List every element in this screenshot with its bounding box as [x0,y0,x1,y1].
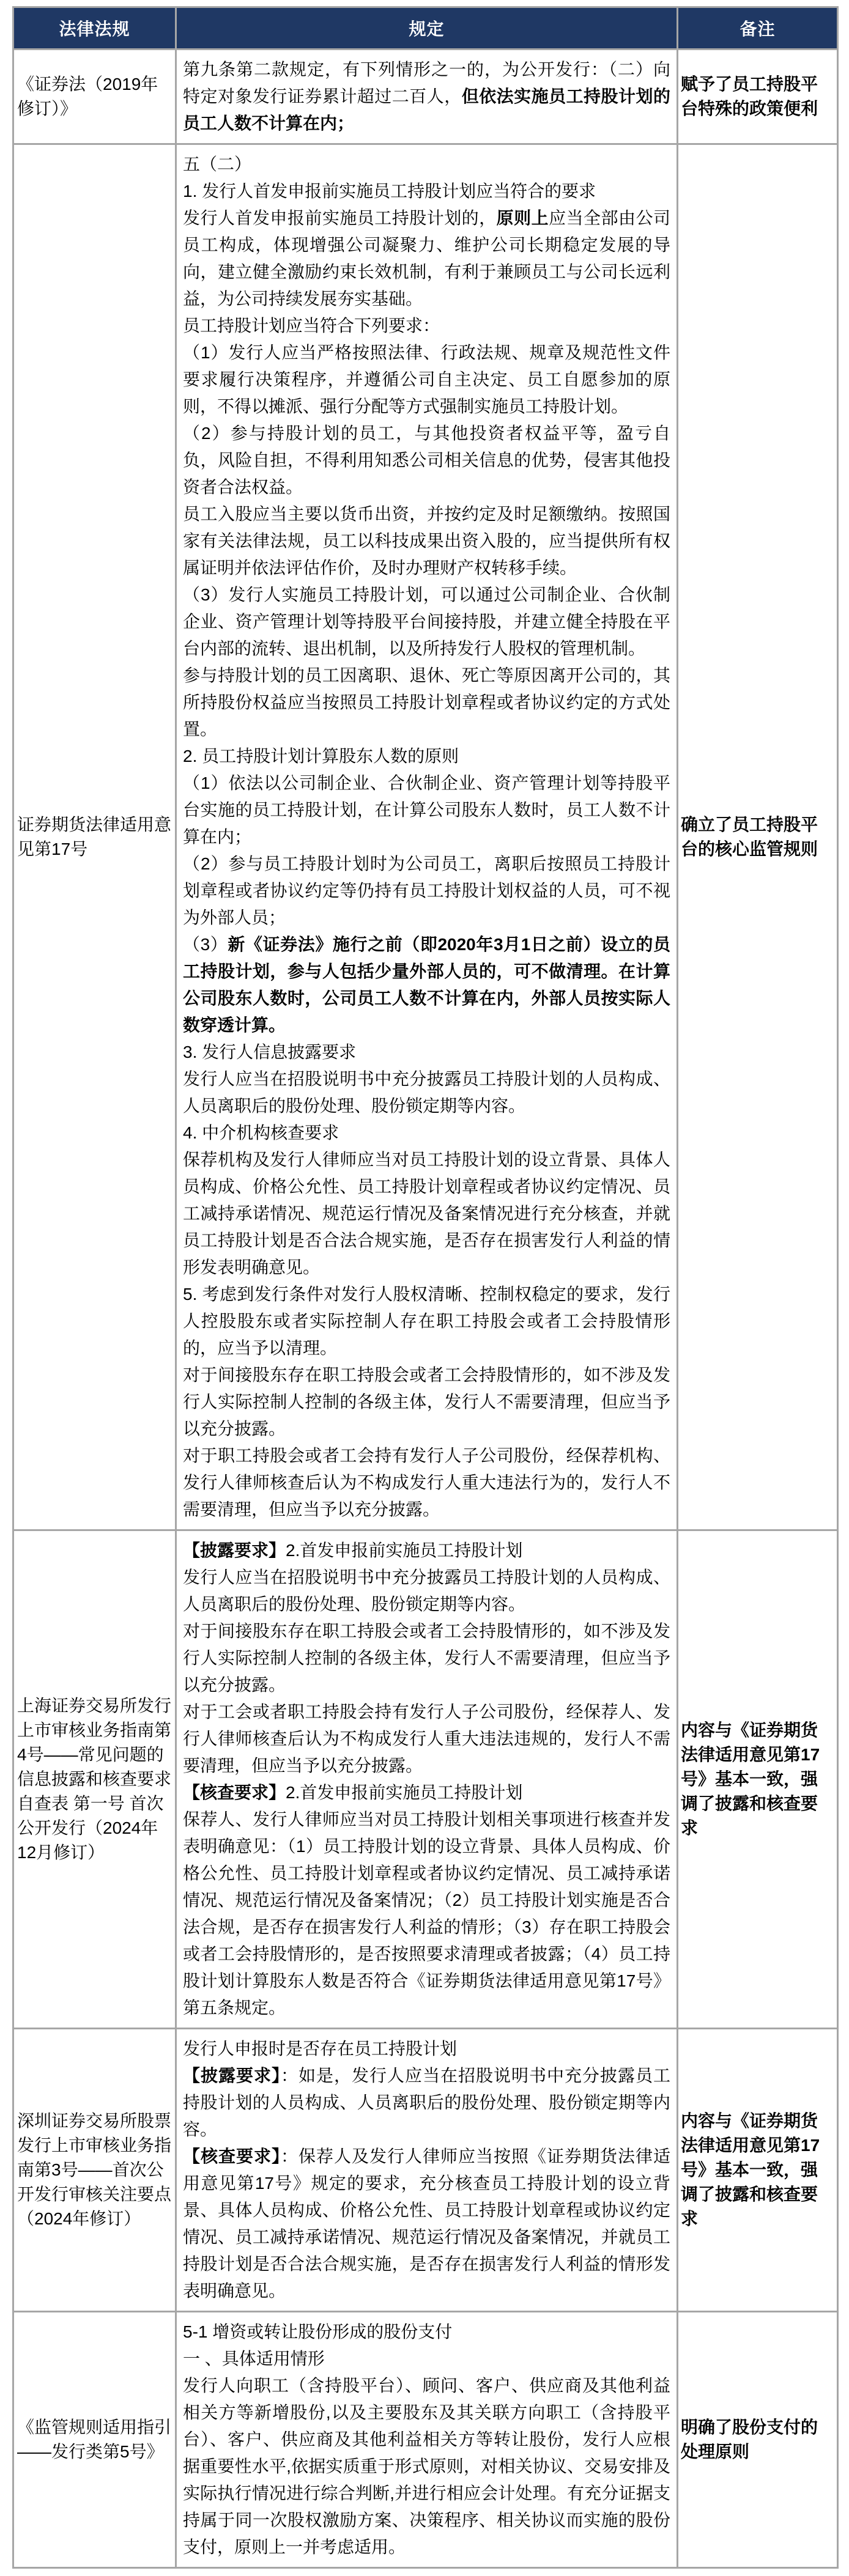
body-text: 对于工会或者职工持股会持有发行人子公司股份，经保荐人、发行人律师核查后认为不构成发行人重大违法违规的，发行人不需要清理，但应当予以充分披露。 [183,1702,670,1775]
body-text: （2）参与员工持股计划时为公司员工，离职后按照员工持股计划章程或者协议约定等仍持有员工持股计划权益的人员，可不视为外部人员； [183,854,670,927]
body-text: 发行人向职工（含持股平台）、顾问、客户、供应商及其他利益相关方等新增股份,以及主要股东及其关联方向职工（含持股平台）、客户、供应商及其他利益相关方等转让股份，发行人应根据重要性水平,依据实质重于形式原则，对相关协议、交易安排及实际执行情况进行综合判断,并进行相应会计处理。有充分证据支持属于同一次股权激励方案、决策程序、相关协议而实施的股份支付，原则上一并考虑适用。 [183,2376,670,2556]
column-header-note: 备注 [678,7,838,50]
body-text: 一 、具体适用情形 [183,2349,325,2368]
provision-paragraph [183,2319,670,2345]
body-text: 5-1 增资或转让股份形成的股份支付 [183,2322,453,2341]
emphasized-text: 【披露要求】 [183,2066,281,2085]
emphasized-text: 但依法实施员工持股计划的员工人数不计算在内； [183,87,670,133]
body-text: 2.首发申报前实施员工持股计划 [286,1783,523,1802]
provision-paragraph [183,662,670,743]
emphasized-text: 【核查要求】 [183,2147,281,2166]
body-text: （3）发行人实施员工持股计划，可以通过公司制企业、合伙制企业、资产管理计划等持股平台间接持股，并建立健全持股在平台内部的流转、退出机制，以及所持发行人股权的管理机制。 [183,585,670,658]
table-row [13,2312,838,2568]
body-text: 2.首发申报前实施员工持股计划 [286,1541,523,1560]
body-text: （3） [183,935,228,954]
body-text: 对于间接股东存在职工持股会或者工会持股情形的，如不涉及发行人实际控制人控制的各级主体，发行人不需要清理，但应当予以充分披露。 [183,1365,670,1438]
provision-paragraph [183,2372,670,2561]
provision-paragraph [183,851,670,931]
provision-paragraph [183,420,670,501]
provision-paragraph [183,1066,670,1120]
provision-paragraph [183,1779,670,1806]
provision-paragraph [183,1699,670,1779]
law-cell: 《监管规则适用指引——发行类第5号》 [13,2312,176,2568]
provision-paragraph [183,770,670,851]
provision-paragraph [183,178,670,205]
emphasized-text: 【披露要求】 [183,1541,286,1560]
header-row [13,7,838,50]
emphasized-text: 原则上 [496,209,549,227]
body-text: 参与持股计划的员工因离职、退休、死亡等原因离开公司的，其所持股份权益应当按照员工持股计划章程或者协议约定的方式处置。 [183,666,670,739]
provision-paragraph [183,1442,670,1523]
body-text: 4. 中介机构核查要求 [183,1123,339,1142]
body-text: 保荐人、发行人律师应当对员工持股计划相关事项进行核查并发表明确意见：（1）员工持股计划的设立背景、具体人员构成、价格公允性、员工持股计划章程或者协议约定情况、员工减持承诺情况、规范运行情况及备案情况；（2）员工持股计划实施是否合法合规，是否存在损害发行人利益的情形；（3）存在职工持股会或者工会持股情形的，是否按照要求清理或者披露；（4）员工持股计划计算股东人数是否符合《证券期货法律适用意见第17号》第五条规定。 [183,1810,670,2017]
provision-paragraph [183,743,670,770]
provision-paragraph [183,312,670,339]
body-text: 3. 发行人信息披露要求 [183,1043,357,1061]
provision-paragraph [183,501,670,581]
note-cell: 赋予了员工持股平台特殊的政策便利 [678,50,838,144]
provision-paragraph [183,1039,670,1066]
column-header-provision: 规定 [176,7,678,50]
body-text: ：如是，发行人应当在招股说明书中充分披露员工持股计划的人员构成、人员离职后的股份处理、股份锁定期等内容。 [183,2066,670,2139]
provision-paragraph [183,1564,670,1618]
law-cell: 深圳证券交易所股票发行上市审核业务指南第3号——首次公开发行审核关注要点（2024年修订） [13,2029,176,2312]
body-text: 应当全部由公司员工构成，体现增强公司凝聚力、维护公司长期稳定发展的导向，建立健全激励约束长效机制，有利于兼顾员工与公司长远利益，为公司持续发展夯实基础。 [183,209,670,308]
body-text: 第九条第二款规定，有下列情形之一的，为公开发行：（二）向特定对象发行证券累计超过二百人， [183,60,670,106]
provision-paragraph [183,581,670,662]
body-text: 保荐机构及发行人律师应当对员工持股计划的设立背景、具体人员构成、价格公允性、员工持股计划章程或者协议约定情况、员工减持承诺情况、规范运行情况及备案情况进行充分核查，并就员工持股计划是否合法合规实施，是否存在损害发行人利益的情形发表明确意见。 [183,1150,670,1277]
body-text: 员工入股应当主要以货币出资，并按约定及时足额缴纳。按照国家有关法律法规，员工以科技成果出资入股的，应当提供所有权属证明并依法评估作价，及时办理财产权转移手续。 [183,504,670,577]
body-text: 发行人首发申报前实施员工持股计划的， [183,209,497,227]
provision-cell [176,2029,678,2312]
provision-paragraph [183,339,670,420]
table-row [13,50,838,144]
provision-paragraph [183,1806,670,2021]
provision-paragraph [183,1618,670,1699]
note-cell: 内容与《证券期货法律适用意见第17号》基本一致，强调了披露和核查要求 [678,1530,838,2029]
provision-paragraph [183,931,670,1039]
note-cell: 明确了股份支付的处理原则 [678,2312,838,2568]
table-row [13,2029,838,2312]
provision-paragraph [183,1537,670,1564]
body-text: 发行人申报时是否存在员工持股计划 [183,2039,458,2058]
emphasized-text: 新《证券法》施行之前（即2020年3月1日之前）设立的员工持股计划，参与人包括少量外部人员的，可不做清理。在计算公司股东人数时，公司员工人数不计算在内，外部人员按实际人数穿透计算。 [183,935,671,1035]
column-header-law: 法律法规 [13,7,176,50]
body-text: （1）依法以公司制企业、合伙制企业、资产管理计划等持股平台实施的员工持股计划，在计算公司股东人数时，员工人数不计算在内； [183,773,670,846]
table-row [13,144,838,1530]
provision-paragraph [183,2143,670,2305]
regulations-table [12,6,839,2569]
provision-paragraph [183,1120,670,1146]
provision-paragraph [183,151,670,178]
body-text: （1）发行人应当严格按照法律、行政法规、规章及规范性文件要求履行决策程序，并遵循公司自主决定、员工自愿参加的原则，不得以摊派、强行分配等方式强制实施员工持股计划。 [183,343,670,416]
table-row [13,1530,838,2029]
provision-paragraph [183,1146,670,1281]
provision-paragraph [183,205,670,312]
body-text: 1. 发行人首发申报前实施员工持股计划应当符合的要求 [183,182,596,201]
body-text: 五（二） [183,155,252,174]
provision-cell [176,1530,678,2029]
body-text: 员工持股计划应当符合下列要求： [183,316,440,335]
body-text: （2）参与持股计划的员工，与其他投资者权益平等，盈亏自负，风险自担，不得利用知悉公司相关信息的优势，侵害其他投资者合法权益。 [183,424,670,496]
law-cell: 上海证券交易所发行上市审核业务指南第4号——常见问题的信息披露和核查要求自查表 第一号 首次公开发行（2024年12月修订） [13,1530,176,2029]
body-text: 5. 考虑到发行条件对发行人股权清晰、控制权稳定的要求，发行人控股股东或者实际控制人存在职工持股会或者工会持股情形的，应当予以清理。 [183,1285,670,1357]
body-text: 对于职工持股会或者工会持有发行人子公司股份，经保荐机构、发行人律师核查后认为不构成发行人重大违法行为的，发行人不需要清理，但应当予以充分披露。 [183,1446,670,1519]
provision-paragraph [183,2035,670,2062]
emphasized-text: 【核查要求】 [183,1783,286,1802]
law-cell: 《证券法（2019年修订）》 [13,50,176,144]
provision-paragraph [183,2062,670,2143]
body-text: 发行人应当在招股说明书中充分披露员工持股计划的人员构成、人员离职后的股份处理、股份锁定期等内容。 [183,1568,670,1614]
provision-cell [176,144,678,1530]
provision-paragraph [183,1362,670,1442]
provision-paragraph [183,1281,670,1362]
provision-paragraph [183,2345,670,2372]
note-cell: 内容与《证券期货法律适用意见第17号》基本一致，强调了披露和核查要求 [678,2029,838,2312]
body-text: 对于间接股东存在职工持股会或者工会持股情形的，如不涉及发行人实际控制人控制的各级主体，发行人不需要清理，但应当予以充分披露。 [183,1622,670,1694]
law-cell: 证券期货法律适用意见第17号 [13,144,176,1530]
body-text: ：保荐人及发行人律师应当按照《证券期货法律适用意见第17号》规定的要求，充分核查员工持股计划的设立背景、具体人员构成、价格公允性、员工持股计划章程或协议约定情况、员工减持承诺情况、规范运行情况及备案情况，并就员工持股计划是否合法合规实施，是否存在损害发行人利益的情形发表明确意见。 [183,2147,670,2300]
body-text: 2. 员工持股计划计算股东人数的原则 [183,747,459,766]
provision-paragraph [183,56,670,137]
note-cell: 确立了员工持股平台的核心监管规则 [678,144,838,1530]
provision-cell [176,50,678,144]
body-text: 发行人应当在招股说明书中充分披露员工持股计划的人员构成、人员离职后的股份处理、股份锁定期等内容。 [183,1069,670,1115]
provision-cell [176,2312,678,2568]
